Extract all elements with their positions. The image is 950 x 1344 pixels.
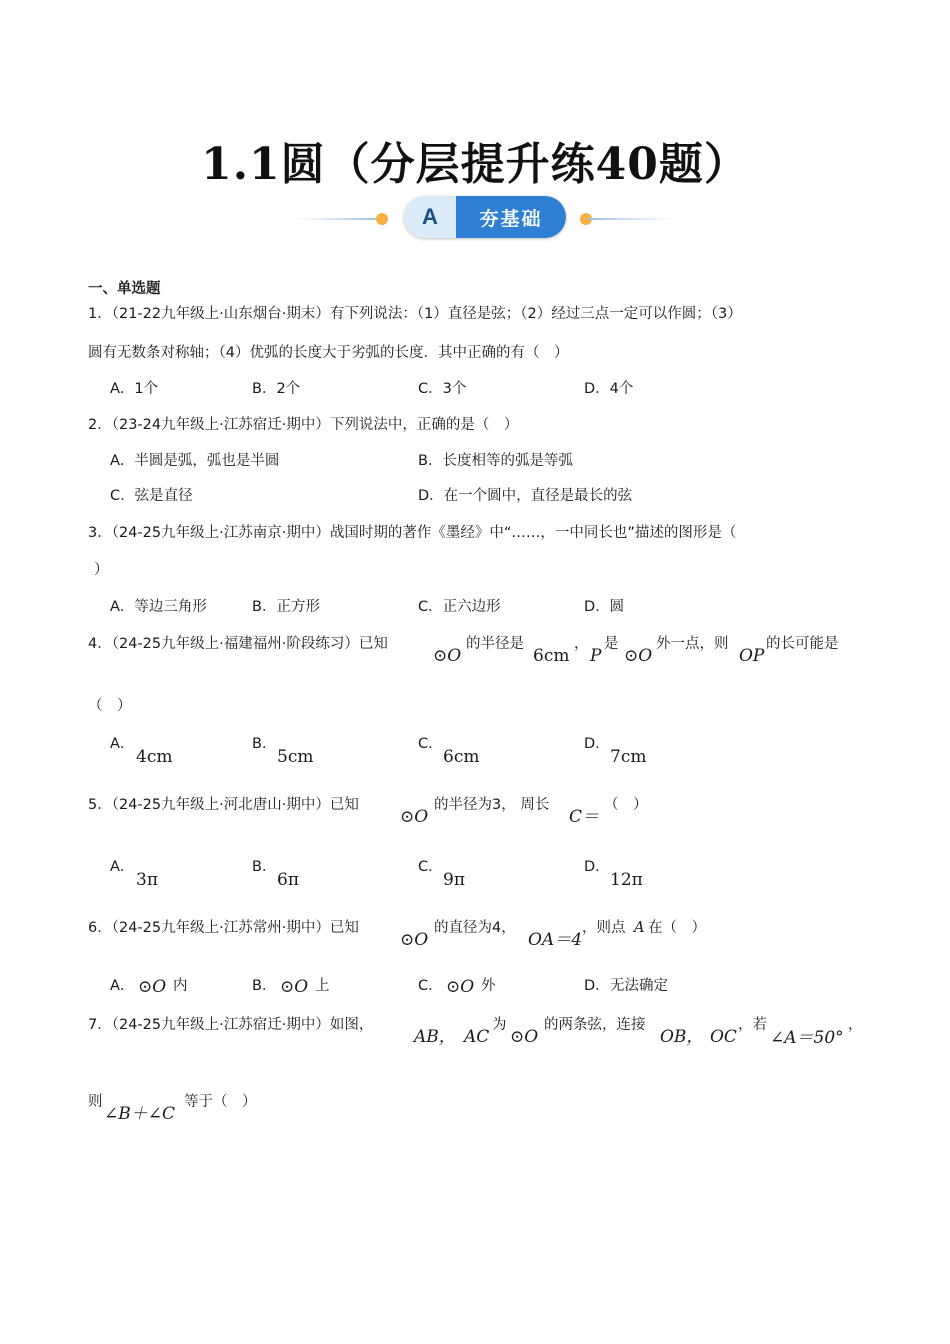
question-4-text: 外一点，则 <box>656 636 729 652</box>
question-6-prefix: 6．（24-25九年级上·江苏常州·期中）已知 <box>88 920 359 936</box>
question-4-option-c-value: 6cm <box>443 747 480 767</box>
question-3-option-b: B．正方形 <box>252 599 320 615</box>
question-6-option-a-suffix: 内 <box>173 978 188 994</box>
question-1-line-2: 圆有无数条对称轴；（4）优弧的长度大于劣弧的长度．其中正确的有（ ） <box>88 345 569 361</box>
question-4-option-d: D． <box>584 736 610 752</box>
math-circle-o: ⊙O <box>400 807 429 827</box>
question-7-text: 等于（ ） <box>184 1094 257 1110</box>
question-4-comma: ， <box>574 636 589 652</box>
question-1-line-1: 1．（21-22九年级上·山东烟台·期末）有下列说法：（1）直径是弦；（2）经过三点一定可以作圆；（3） <box>88 306 742 322</box>
question-1-option-c: C．3个 <box>418 381 467 397</box>
math-circle-o: ⊙O <box>624 646 653 666</box>
math-segment-ob: OB， <box>660 1027 704 1047</box>
question-7-then: 则 <box>88 1094 103 1110</box>
question-2-option-d: D．在一个圆中，直径是最长的弦 <box>418 488 633 504</box>
question-7-prefix: 7．（24-25九年级上·江苏宿迁·期中）如图， <box>88 1017 374 1033</box>
question-3-option-d: D．圆 <box>584 599 625 615</box>
question-6-option-a: A． <box>110 978 135 994</box>
question-4-option-b: B． <box>252 736 277 752</box>
question-7-text: 的两条弦，连接 <box>544 1017 646 1033</box>
math-radius: 6cm <box>533 646 570 666</box>
question-7-text: 为 <box>492 1017 507 1033</box>
question-6-option-a-value: ⊙O <box>138 977 167 997</box>
question-1-option-a: A．1个 <box>110 381 159 397</box>
question-4-option-a: A． <box>110 736 135 752</box>
question-3-option-c: C．正六边形 <box>418 599 501 615</box>
question-3-option-a: A．等边三角形 <box>110 599 207 615</box>
banner-divider-right <box>588 218 674 220</box>
question-6-option-b-value: ⊙O <box>280 977 309 997</box>
math-segment-oc: OC <box>710 1027 737 1047</box>
question-1-option-b: B．2个 <box>252 381 301 397</box>
question-5-option-d-value: 12π <box>610 870 643 890</box>
question-6-option-b-suffix: 上 <box>315 978 330 994</box>
question-7-text: ，若 <box>738 1017 767 1033</box>
math-angle-sum: ∠B＋∠C <box>104 1104 175 1124</box>
question-6-option-c: C． <box>418 978 443 994</box>
question-4-prefix: 4．（24-25九年级上·福建福州·阶段练习）已知 <box>88 636 388 652</box>
question-6-option-c-suffix: 外 <box>481 978 496 994</box>
question-5-option-c-value: 9π <box>443 870 465 890</box>
question-2-option-a: A．半圆是弧，弧也是半圆 <box>110 453 280 469</box>
math-oa-equals: OA＝4 <box>528 930 583 950</box>
question-4-line-2: （ ） <box>88 698 132 714</box>
question-6-text: ，则点 <box>582 920 626 936</box>
level-label: 夯基础 <box>456 196 566 238</box>
question-5-option-a: A． <box>110 859 135 875</box>
math-circle-o: ⊙O <box>400 930 429 950</box>
math-circle-o: ⊙O <box>510 1027 539 1047</box>
question-1-option-d: D．4个 <box>584 381 634 397</box>
math-point-a: A <box>634 920 645 936</box>
question-6-option-d: D． <box>584 978 610 994</box>
question-5-option-b: B． <box>252 859 277 875</box>
math-chord-ac: AC <box>464 1027 490 1047</box>
question-4-option-a-value: 4cm <box>136 747 173 767</box>
question-5-option-c: C． <box>418 859 443 875</box>
question-5-prefix: 5．（24-25九年级上·河北唐山·期中）已知 <box>88 797 359 813</box>
question-4-option-b-value: 5cm <box>277 747 314 767</box>
page-title: 1.1圆（分层提升练40题） <box>201 139 749 190</box>
question-5-option-d: D． <box>584 859 610 875</box>
math-chord-ab: AB， <box>414 1027 456 1047</box>
question-6-text: 的直径为4， <box>434 920 516 936</box>
question-5-option-b-value: 6π <box>277 870 299 890</box>
question-2-stem: 2．（23-24九年级上·江苏宿迁·期中）下列说法中，正确的是（ ） <box>88 417 519 433</box>
question-4-option-c: C． <box>418 736 443 752</box>
question-3-line-1: 3．（24-25九年级上·江苏南京·期中）战国时期的著作《墨经》中“……，一中同长也”描述的图形是（ <box>88 525 737 541</box>
math-point-p: P <box>590 646 602 666</box>
level-banner <box>290 193 680 243</box>
question-2-option-c: C．弦是直径 <box>110 488 193 504</box>
math-circumference: C＝ <box>569 807 600 827</box>
question-5-text: 的半径为3， 周长 <box>434 797 550 813</box>
question-6-option-b: B． <box>252 978 277 994</box>
banner-divider-left <box>294 218 380 220</box>
question-5-text: （ ） <box>604 797 648 813</box>
math-angle-a: ∠A＝50° <box>770 1028 844 1048</box>
section-heading: 一、单选题 <box>88 281 161 297</box>
math-segment-op: OP <box>739 646 765 666</box>
question-5-option-a-value: 3π <box>136 870 158 890</box>
question-4-text: 的长可能是 <box>766 636 839 652</box>
banner-dot-left <box>376 213 388 225</box>
question-7-text: ， <box>848 1017 863 1033</box>
question-4-text: 是 <box>604 636 619 652</box>
level-badge <box>404 196 566 238</box>
question-2-option-b: B．长度相等的弧是等弧 <box>418 453 573 469</box>
question-4-option-d-value: 7cm <box>610 747 647 767</box>
question-6-option-c-value: ⊙O <box>446 977 475 997</box>
question-6-text: 在（ ） <box>648 920 706 936</box>
question-3-line-2: ） <box>94 562 109 578</box>
question-4-text: 的半径是 <box>466 636 524 652</box>
question-6-option-d-value: 无法确定 <box>610 978 668 994</box>
math-circle-o: ⊙O <box>433 646 462 666</box>
level-letter: A <box>404 196 456 238</box>
